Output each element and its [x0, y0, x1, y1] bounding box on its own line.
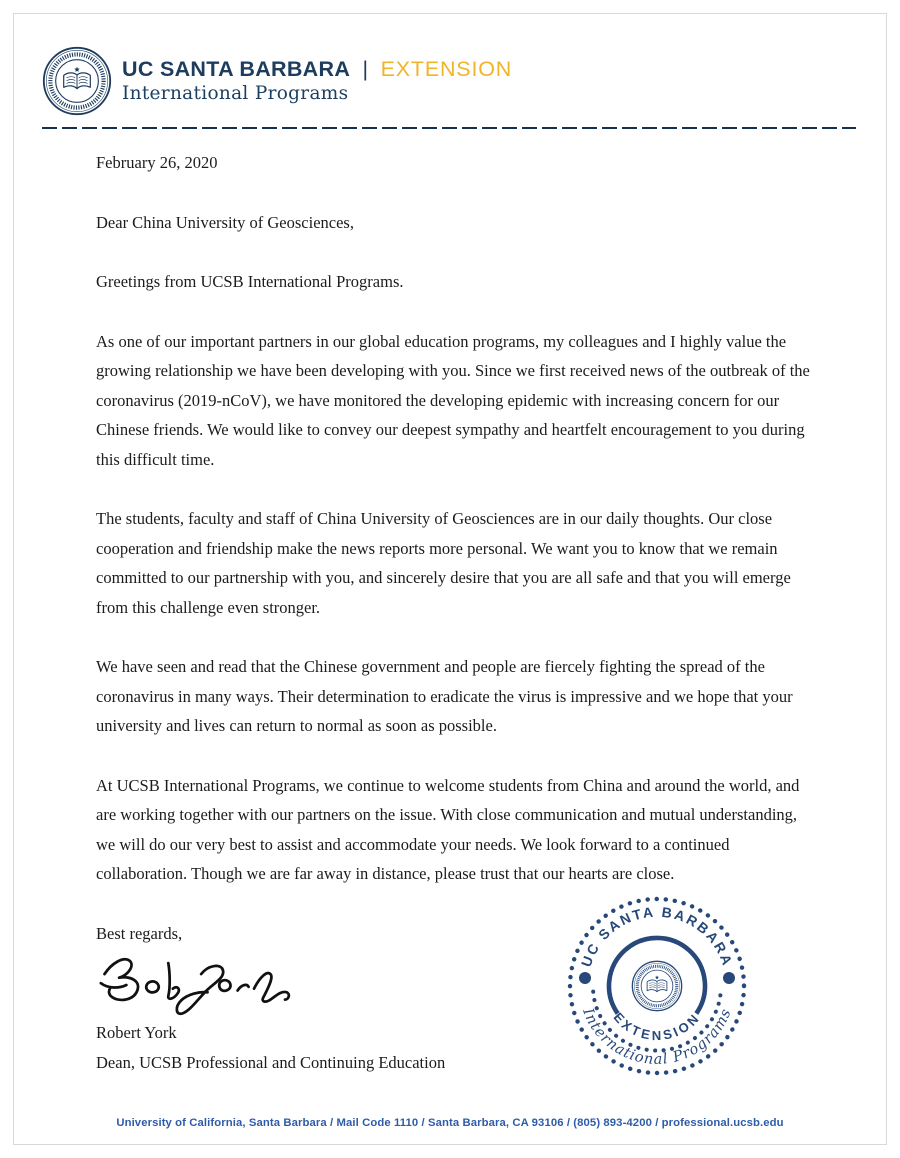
letter-paragraph: We have seen and read that the Chinese government and people are fiercely fighting the spread of the coronavirus in many ways. Their determination to eradicate the virus is impressive and we hope that your university and lives can return to normal as soon as possible.	[96, 657, 793, 735]
letter-closing: Best regards,	[96, 923, 183, 943]
stamp-extension-text: EXTENSION	[610, 1009, 704, 1044]
stamp-bottom-text: International Programs	[579, 1006, 735, 1068]
letter-salutation: Dear China University of Geosciences,	[96, 212, 354, 232]
stamp-left-dot	[579, 972, 591, 984]
brand-name: SANTA BARBARA	[159, 56, 351, 81]
brand-extension: EXTENSION	[380, 56, 513, 81]
dashed-divider	[42, 127, 856, 129]
letter-date: February 26, 2020	[96, 153, 218, 172]
ucsb-seal-logo-icon	[42, 46, 112, 116]
handwritten-signature	[98, 954, 328, 1016]
letter-greeting: Greetings from UCSB International Programs.	[96, 272, 404, 291]
signer-name: Robert York	[96, 1023, 177, 1042]
stamp-top-text: UC SANTA BARBARA	[577, 903, 737, 969]
stamp-center-seal-icon	[632, 961, 681, 1010]
stamp-right-dot	[723, 972, 735, 984]
brand-divider: |	[362, 56, 369, 81]
international-programs-stamp	[555, 884, 759, 1088]
brand-block	[122, 57, 512, 106]
letter-paragraph: At UCSB International Programs, we continue to welcome students from China and around the world, and are working together with our partners on the issue. With close communication and mutual understanding, we will do our very best to assist and accommodate your needs. We look forward to a continued collaboration. Though we are far away in distance, please trust that our hearts are close.	[96, 775, 800, 883]
letter-paragraph: The students, faculty and staff of China University of Geosciences are in our daily thoughts. Our close cooperation and friendship make the news reports more personal. We want you to know that we remain committed to our partnership with you, and sincerely desire that you are all safe and that you will emerge from this challenge even stronger.	[96, 509, 791, 617]
brand-uc: UC	[122, 56, 154, 81]
brand-line	[122, 57, 512, 82]
letter-paragraph: As one of our important partners in our global education programs, my colleagues and I highly value the growing relationship we have been developing with you. Since we first received news of the outbreak of the coronavirus (2019-nCoV), we have monitored the developing epidemic with increasing concern for our Chinese friends. We would like to convey our deepest sympathy and heartfelt encouragement to you during this difficult time.	[96, 331, 810, 469]
brand-subtitle: International Programs	[122, 82, 349, 104]
letterhead	[42, 46, 512, 116]
signer-title: Dean, UCSB Professional and Continuing Education	[96, 1052, 446, 1072]
footer-address: University of California, Santa Barbara / Mail Code 1110 / Santa Barbara, CA 93106 / (805) 893-4200 / professional.ucsb.edu	[116, 1117, 784, 1129]
